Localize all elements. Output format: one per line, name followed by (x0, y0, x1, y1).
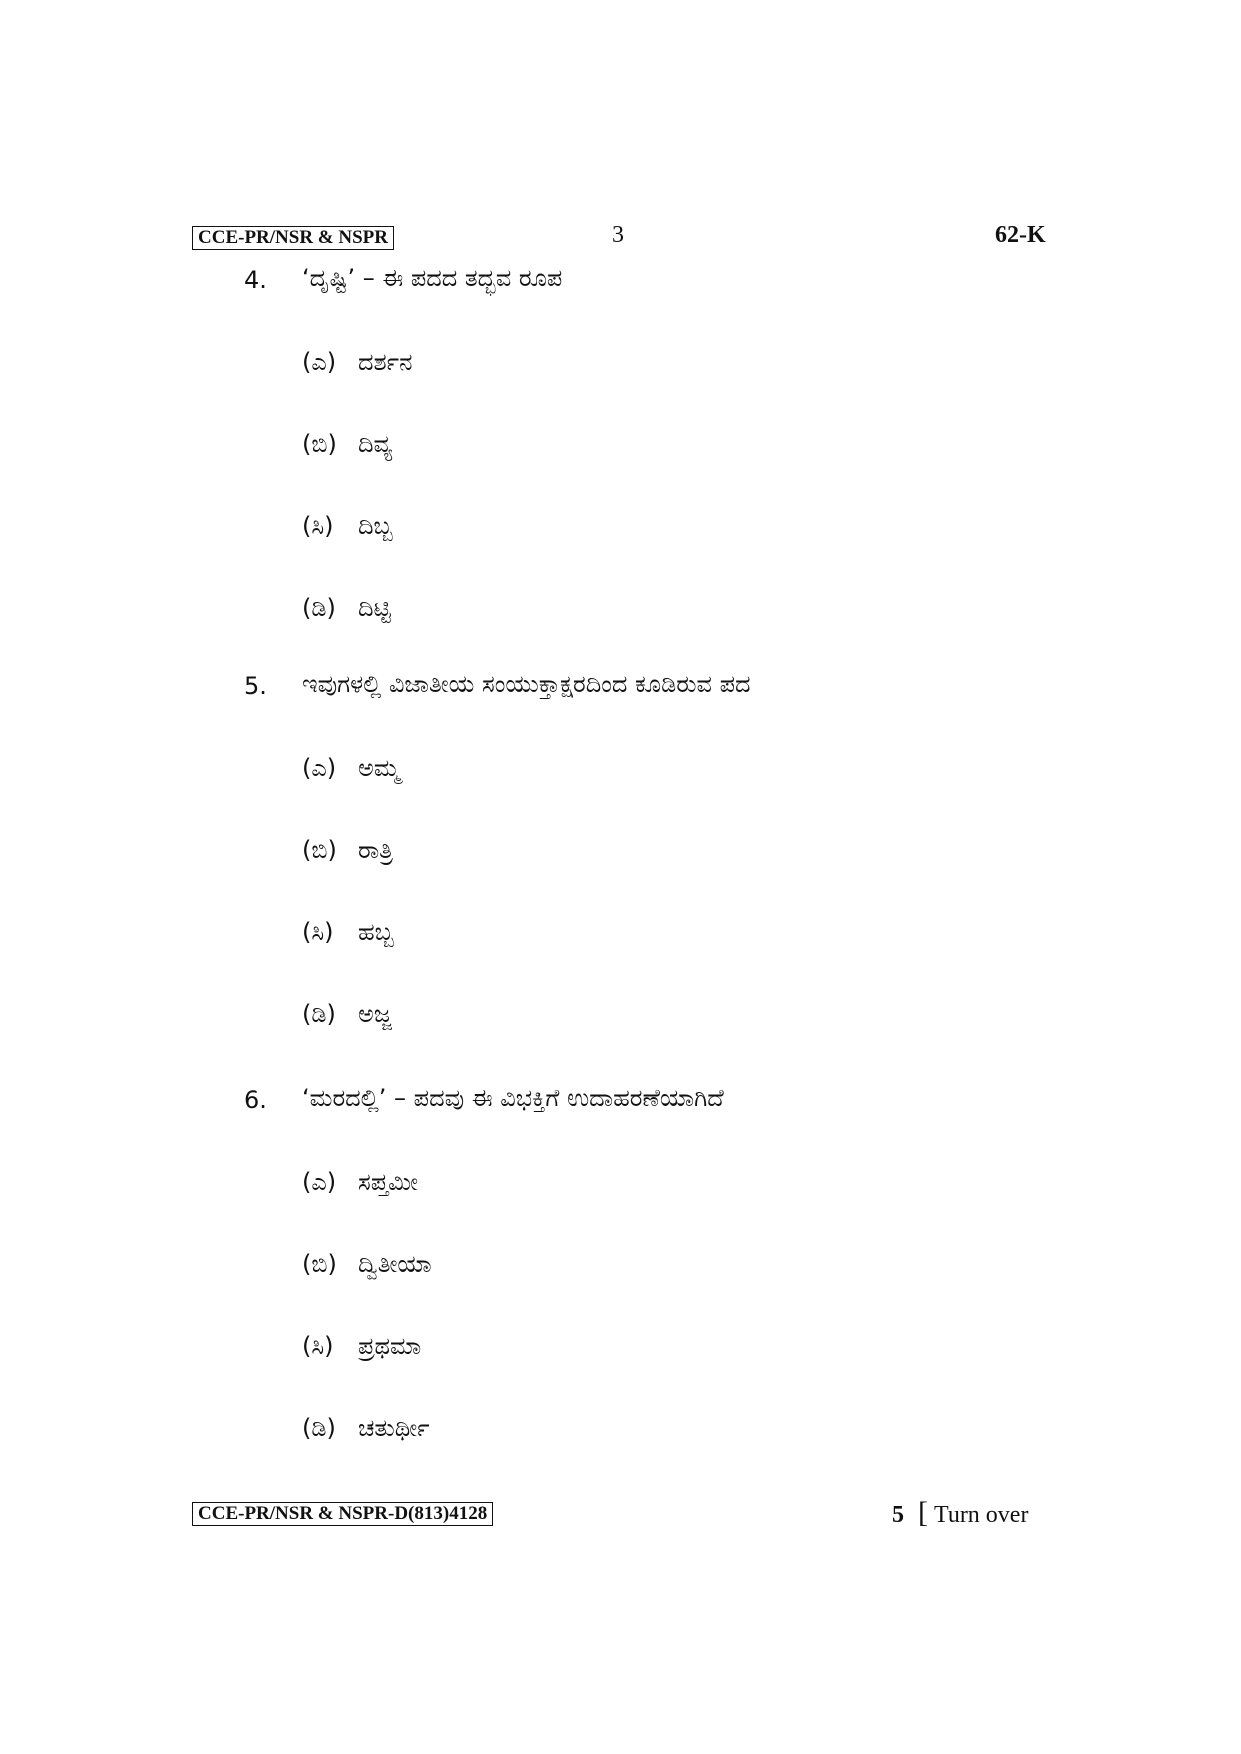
footer-code-box: CCE-PR/NSR & NSPR-D(813)4128 (192, 1502, 493, 1526)
option-label: (ಬಿ) (302, 430, 337, 458)
option-b (302, 1250, 432, 1278)
option-d (302, 1414, 430, 1442)
option-c (302, 1332, 421, 1360)
question-number: 5. (244, 672, 267, 700)
option-b (302, 836, 393, 864)
option-a (302, 1168, 418, 1196)
option-label: (ಬಿ) (302, 836, 337, 864)
option-text: ದಿಟ್ಟಿ (358, 594, 391, 622)
question-text: ‘ದೃಷ್ಟಿ’ – ಈ ಪದದ ತದ್ಭವ ರೂಪ (302, 264, 563, 292)
footer-turn-over (892, 1496, 1028, 1530)
footer-page-number: 5 (892, 1502, 904, 1528)
option-label: (ಎ) (302, 348, 337, 376)
option-label: (ಡಿ) (302, 1414, 336, 1442)
option-label: (ಡಿ) (302, 1000, 336, 1028)
option-label: (ಎ) (302, 1168, 337, 1196)
option-text: ಹಬ್ಬ (358, 918, 394, 946)
option-c (302, 512, 393, 540)
question-number: 4. (244, 266, 267, 294)
option-label: (ಬಿ) (302, 1250, 337, 1278)
option-text: ದಿಬ್ಬ (358, 512, 393, 540)
option-b (302, 430, 392, 458)
option-label: (ಸಿ) (302, 1332, 334, 1360)
turn-over-label: Turn over (934, 1502, 1029, 1528)
question-text: ‘ಮರದಲ್ಲಿ’ – ಪದವು ಈ ವಿಭಕ್ತಿಗೆ ಉದಾಹರಣೆಯಾಗಿದೆ (302, 1084, 724, 1112)
option-label: (ಡಿ) (302, 594, 336, 622)
option-label: (ಎ) (302, 754, 337, 782)
option-text: ಚತುರ್ಥೀ (358, 1414, 430, 1442)
header-paper-code: 62-K (995, 222, 1046, 248)
option-text: ರಾತ್ರಿ (358, 836, 393, 864)
question-number: 6. (244, 1086, 267, 1114)
option-text: ದ್ವಿತೀಯಾ (358, 1250, 432, 1278)
option-text: ಸಪ್ತಮೀ (358, 1168, 419, 1196)
option-text: ದಿವ್ಯ (358, 430, 393, 458)
option-text: ದರ್ಶನ (358, 348, 413, 376)
header-page-number: 3 (612, 222, 624, 248)
footer-bracket: [ (918, 1496, 928, 1529)
option-label: (ಸಿ) (302, 918, 334, 946)
question-text: ಇವುಗಳಲ್ಲಿ ವಿಜಾತೀಯ ಸಂಯುಕ್ತಾಕ್ಷರದಿಂದ ಕೂಡಿರುವ ಪದ (302, 670, 751, 698)
option-d (302, 594, 391, 622)
option-text: ಅಮ್ಮ (358, 754, 400, 782)
option-text: ಪ್ರಥಮಾ (358, 1332, 422, 1360)
header-code-box: CCE-PR/NSR & NSPR (192, 226, 394, 250)
option-a (302, 348, 412, 376)
option-label: (ಸಿ) (302, 512, 334, 540)
option-a (302, 754, 400, 782)
option-c (302, 918, 394, 946)
option-text: ಅಜ್ಜ (358, 1000, 392, 1028)
option-d (302, 1000, 392, 1028)
